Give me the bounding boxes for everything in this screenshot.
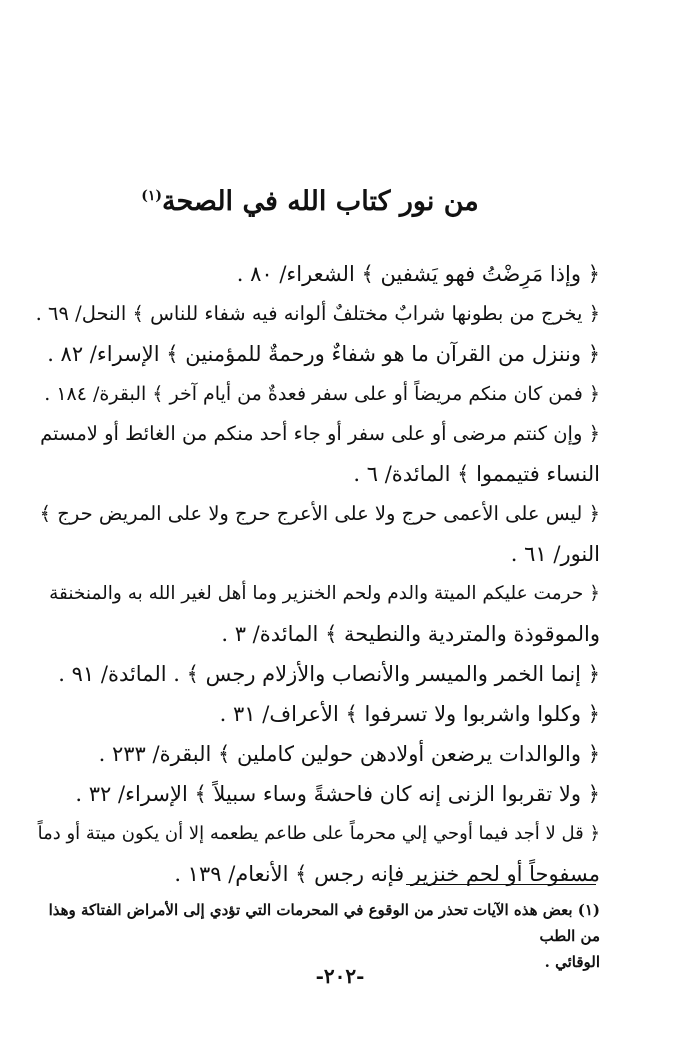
verse-line: ﴿ ولا تقربوا الزنى إنه كان فاحشةً وساء سبيلاً ﴾ الإسراء/ ٣٢ . [75, 782, 600, 806]
footnote-marker: (١) [141, 188, 162, 204]
footnote-divider [406, 884, 596, 885]
verse-line-continuation: النور/ ٦١ . [510, 542, 600, 566]
footnote-line: الوقائي . [544, 953, 600, 971]
verse-line: ﴿ وإذا مَرِضْتُ فهو يَشفين ﴾ الشعراء/ ٨٠ . [236, 262, 600, 286]
chapter-title [0, 176, 680, 222]
verse-line-continuation: النساء فتيمموا ﴾ المائدة/ ٦ . [353, 462, 600, 486]
verse-line: ﴿ وكلوا واشربوا ولا تسرفوا ﴾ الأعراف/ ٣١ . [219, 702, 600, 726]
verse-line: ﴿ قل لا أجد فيما أوحي إلي محرماً على طاعم يطعمه إلا أن يكون ميتة أو دماً [37, 823, 600, 844]
verse-line-continuation: مسفوحاً أو لحم خنزير فإنه رجس ﴾ الأنعام/ ١٣٩ . [174, 862, 600, 886]
page-number: -٢٠٢- [315, 964, 365, 988]
verse-line: ﴿ فمن كان منكم مريضاً أو على سفر فعدةٌ من أيام آخر ﴾ البقرة/ ١٨٤ . [44, 383, 600, 405]
chapter-title-text: من نور كتاب الله في الصحة [162, 186, 479, 217]
verse-line: ﴿ يخرج من بطونها شرابٌ مختلفٌ ألوانه فيه شفاء للناس ﴾ النحل/ ٦٩ . [35, 302, 600, 325]
footnote-line: (١) بعض هذه الآيات تحذر من الوقوع في المحرمات التي تؤدي إلى الأمراض الفتاكة وهذا من الطب [48, 901, 600, 945]
verse-line: ﴿ حرمت عليكم الميتة والدم ولحم الخنزير وما أهل لغير الله به والمنخنقة [49, 583, 600, 604]
verse-line: ﴿ وننزل من القرآن ما هو شفاءٌ ورحمةٌ للمؤمنين ﴾ الإسراء/ ٨٢ . [47, 342, 600, 366]
verse-line-continuation: والموقوذة والمتردية والنطيحة ﴾ المائدة/ ٣ . [221, 622, 600, 646]
verse-list [36, 254, 600, 894]
verse-line: ﴿ إنما الخمر والميسر والأنصاب والأزلام رجس ﴾ . المائدة/ ٩١ . [58, 662, 600, 686]
verse-line: ﴿ والوالدات يرضعن أولادهن حولين كاملين ﴾ البقرة/ ٢٣٣ . [98, 742, 600, 766]
verse-line: ﴿ ليس على الأعمى حرج ولا على الأعرج حرج ولا على المريض حرج ﴾ [39, 502, 600, 525]
verse-line: ﴿ وإن كنتم مرضى أو على سفر أو جاء أحد منكم من الغائط أو لامستم [40, 422, 600, 445]
